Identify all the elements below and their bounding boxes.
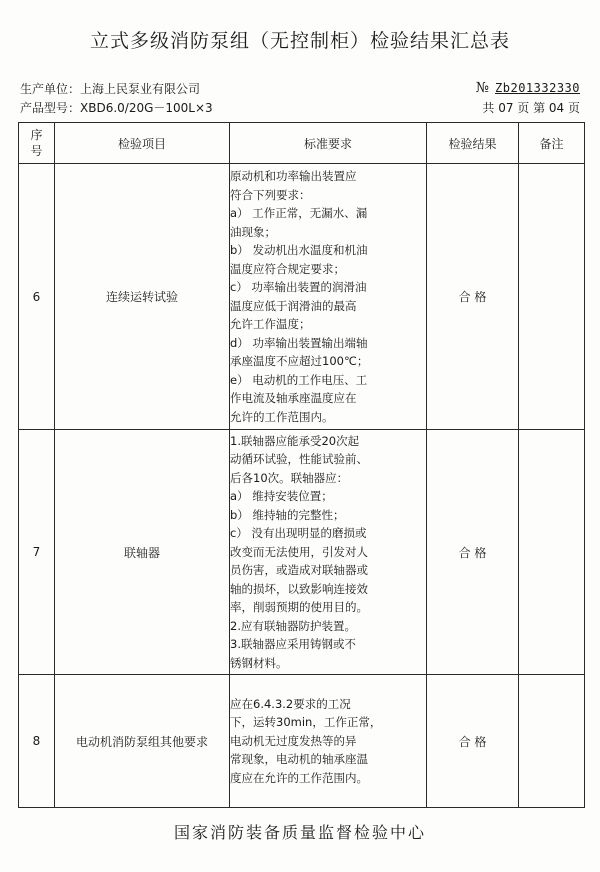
standard-line: e） 电动机的工作电压、工 (230, 372, 368, 387)
row-standard (230, 164, 427, 430)
report-no-symbol: № (475, 80, 490, 96)
standard-line: 电动机无过度发热等的异 (230, 733, 357, 748)
row-item: 电动机消防泵组其他要求 (55, 675, 230, 808)
standard-line: 锈钢材料。 (230, 655, 288, 670)
standard-line: 允许工作温度； (230, 317, 311, 331)
row-result: 合 格 (427, 430, 519, 675)
standard-line: c） 功率输出装置的润滑油 (230, 280, 367, 294)
results-table (18, 122, 585, 808)
header-result: 检验结果 (427, 123, 519, 164)
page-title: 立式多级消防泵组（无控制柜）检验结果汇总表 (89, 30, 510, 52)
standard-line: 3.联轴器应采用铸钢或不 (230, 637, 356, 652)
standard-line: 承座温度不应超过100℃； (230, 354, 369, 368)
standard-line: 后各10次。联轴器应： (230, 470, 349, 485)
row-seq: 8 (19, 675, 55, 808)
standard-line: 符合下列要求： (230, 187, 311, 202)
footer-organization: 国家消防装备质量监督检验中心 (173, 823, 426, 842)
report-number (476, 80, 580, 96)
header-standard: 标准要求 (230, 123, 427, 164)
table-row (19, 164, 585, 430)
manufacturer-label: 生产单位： (20, 82, 81, 96)
meta-row-manufacturer (20, 80, 580, 98)
page-info: 共 07 页 第 04 页 (482, 101, 580, 115)
standard-line: 员伤害，或造成对联轴器或 (230, 563, 368, 578)
standard-line: 作电流及轴承座温度应在 (230, 391, 357, 405)
standard-line: 原动机和功率输出装置应 (230, 169, 357, 183)
standard-line: 温度应低于润滑油的最高 (230, 298, 357, 313)
header-seq-line1: 序 (30, 128, 43, 142)
report-no-value: Zb201332330 (495, 81, 580, 95)
header-seq-line2: 号 (30, 144, 43, 158)
meta-row-model (20, 99, 580, 117)
row-standard (230, 430, 427, 675)
table-row (19, 675, 585, 808)
standard-line: a） 维持安装位置； (230, 489, 333, 504)
model-value: XBD6.0/20G－100L×3 (80, 101, 213, 115)
standard-line: 应在6.4.3.2要求的工况 (230, 696, 351, 711)
header-item: 检验项目 (55, 123, 230, 164)
standard-line: 轴的损坏，以致影响连接效 (230, 581, 368, 596)
row-note (519, 164, 585, 430)
row-note (519, 430, 585, 675)
row-standard (230, 675, 427, 808)
manufacturer-value: 上海上民泵业有限公司 (80, 82, 201, 96)
standard-line: 率，削弱预期的使用目的。 (230, 600, 368, 615)
standard-line: d） 功率输出装置输出端轴 (230, 335, 368, 350)
standard-line: 2.应有联轴器防护装置。 (230, 618, 356, 633)
model-field (20, 99, 213, 116)
table-row (19, 430, 585, 675)
row-note (519, 675, 585, 808)
standard-line: 允许的工作范围内。 (230, 409, 334, 424)
standard-line: 常现象，电动机的轴承座温 (230, 752, 368, 767)
row-item: 联轴器 (55, 430, 230, 675)
standard-line: 1.联轴器应能承受20次起 (230, 433, 360, 448)
standard-line: 度应在允许的工作范围内。 (230, 770, 368, 785)
model-label: 产品型号： (20, 101, 81, 115)
row-item: 连续运转试验 (55, 164, 230, 430)
manufacturer-field (20, 80, 200, 97)
standard-line: c） 没有出现明显的磨损或 (230, 526, 367, 541)
standard-line: 油现象； (230, 224, 276, 239)
header-note: 备注 (519, 123, 585, 164)
standard-line: 改变而无法使用，引发对人 (230, 544, 368, 559)
row-seq: 7 (19, 430, 55, 675)
standard-line: 下，运转30min，工作正常， (230, 715, 382, 730)
standard-line: b） 维持轴的完整性； (230, 507, 345, 522)
standard-line: 温度应符合规定要求； (230, 261, 345, 276)
standard-line: b） 发动机出水温度和机油 (230, 243, 368, 257)
row-result: 合 格 (427, 675, 519, 808)
row-result: 合 格 (427, 164, 519, 430)
table-header-row (19, 123, 585, 164)
header-seq (19, 123, 55, 164)
standard-line: a） 工作正常，无漏水、漏 (230, 206, 368, 220)
standard-line: 动循环试验，性能试验前、 (230, 452, 368, 467)
row-seq: 6 (19, 164, 55, 430)
